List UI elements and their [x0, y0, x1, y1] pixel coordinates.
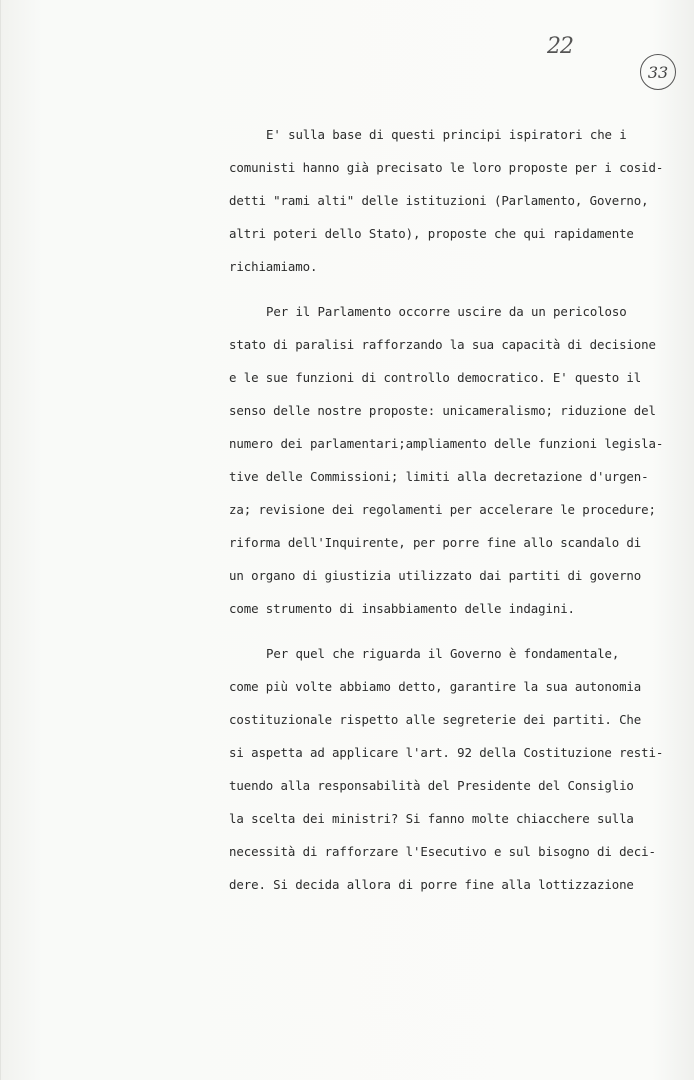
text-line: Per quel che riguarda il Governo è fondamentale, [266, 646, 620, 661]
text-line: comunisti hanno già precisato le loro proposte per i cosid- [229, 160, 664, 175]
text-line: riforma dell'Inquirente, per porre fine allo scandalo di [229, 535, 642, 550]
text-line: si aspetta ad applicare l'art. 92 della Costituzione resti- [229, 745, 664, 760]
text-line: dere. Si decida allora di porre fine alla lottizzazione [229, 877, 634, 892]
text-line: tuendo alla responsabilità del Presidente del Consiglio [229, 778, 634, 793]
text-line: un organo di giustizia utilizzato dai partiti di governo [229, 568, 642, 583]
text-line: costituzionale rispetto alle segreterie dei partiti. Che [229, 712, 642, 727]
text-line: richiamiamo. [229, 259, 318, 274]
text-line: detti "rami alti" delle istituzioni (Parlamento, Governo, [229, 193, 649, 208]
text-line: come strumento di insabbiamento delle indagini. [229, 601, 575, 616]
text-line: senso delle nostre proposte: unicameralismo; riduzione del [229, 403, 656, 418]
text-line: za; revisione dei regolamenti per accelerare le procedure; [229, 502, 656, 517]
document-body [229, 121, 664, 916]
text-line: altri poteri dello Stato), proposte che qui rapidamente [229, 226, 634, 241]
text-line: stato di paralisi rafforzando la sua capacità di decisione [229, 337, 656, 352]
text-line: E' sulla base di questi principi ispiratori che i [266, 127, 627, 142]
text-line: tive delle Commissioni; limiti alla decretazione d'urgen- [229, 469, 649, 484]
text-line: Per il Parlamento occorre uscire da un pericoloso [266, 304, 627, 319]
paragraph-2 [229, 298, 664, 628]
circled-page-number: 33 [640, 54, 676, 90]
text-line: e le sue funzioni di controllo democratico. E' questo il [229, 370, 642, 385]
handwritten-page-number: 22 [547, 34, 573, 59]
paragraph-3 [229, 640, 664, 904]
text-line: come più volte abbiamo detto, garantire la sua autonomia [229, 679, 642, 694]
paragraph-1 [229, 121, 664, 286]
text-line: necessità di rafforzare l'Esecutivo e sul bisogno di deci- [229, 844, 656, 859]
text-line: numero dei parlamentari;ampliamento delle funzioni legisla- [229, 436, 664, 451]
text-line: la scelta dei ministri? Si fanno molte chiacchere sulla [229, 811, 634, 826]
